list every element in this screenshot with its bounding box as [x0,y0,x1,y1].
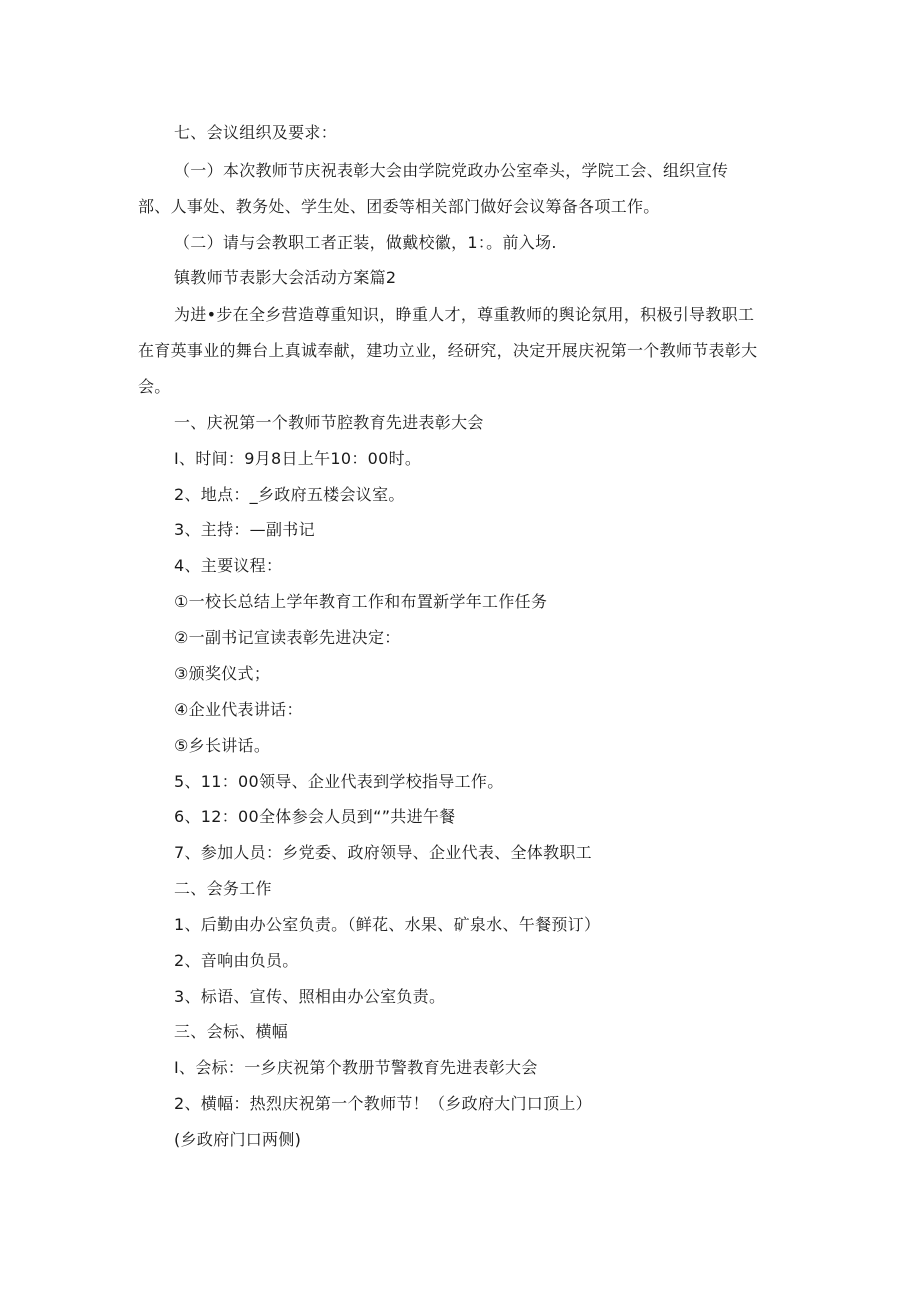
list-item: 3、主持：—副书记 [174,520,315,539]
section-heading-meeting-requirements: 七、会议组织及要求： [174,123,338,142]
list-item: 5、11：00领导、企业代表到学校指导工作。 [174,772,504,791]
agenda-item: ②一副书记宣读表彰先进决定： [174,628,401,647]
list-item: (乡政府门口两侧) [174,1130,302,1149]
agenda-item: ①一校长总结上学年教育工作和布置新学年工作任务 [174,592,548,611]
paragraph-line: 会。 [138,377,171,396]
list-item: 1、后勤由办公室负责。（鲜花、水果、矿泉水、午餐预订） [174,915,601,934]
section-heading: 二、会务工作 [174,879,272,898]
list-item: I、时间：9月8日上午10：00时。 [174,449,422,468]
list-item: 2、横幅：热烈庆祝第一个教师节！（乡政府大门口顶上） [174,1094,592,1113]
section-heading: 一、庆祝第一个教师节腔教育先进表彰大会 [174,413,484,432]
agenda-item: ③颁奖仪式； [174,664,271,683]
list-item: 2、地点：_乡政府五楼会议室。 [174,485,405,504]
paragraph-line: 部、人事处、教务处、学生处、团委等相关部门做好会议筹备各项工作。 [138,197,660,216]
list-item: 7、参加人员：乡党委、政府领导、企业代表、全体教职工 [174,843,592,862]
list-item: 3、标语、宣传、照相由办公室负责。 [174,987,446,1006]
paragraph-line: （二）请与会教职工者正装，做戴校徽，1：。前入场. [174,233,557,252]
list-item: 6、12：00全体参会人员到“”共进午餐 [174,807,456,826]
list-item: 2、音响由负员。 [174,951,299,970]
paragraph-line: 在育英事业的舞台上真诚奉献，建功立业，经研究，决定开展庆祝第一个教师节表彰大 [138,341,758,360]
list-item: I、会标：一乡庆祝第个教册节警教育先进表彰大会 [174,1058,538,1077]
agenda-item: ⑤乡长讲话。 [174,736,271,755]
agenda-item: ④企业代表讲话： [174,700,303,719]
list-item: 4、主要议程： [174,556,283,575]
paragraph-line: （一）本次教师节庆祝表彰大会由学院党政办公室牵头，学院工会、组织宣传 [174,161,729,180]
paragraph-line: 为进•步在全乡营造尊重知识，睁重人才，尊重教师的舆论氛用，积极引导教职工 [174,305,755,324]
section-heading: 三、会标、横幅 [174,1022,289,1041]
document-subtitle: 镇教师节表影大会活动方案篇2 [174,268,397,287]
